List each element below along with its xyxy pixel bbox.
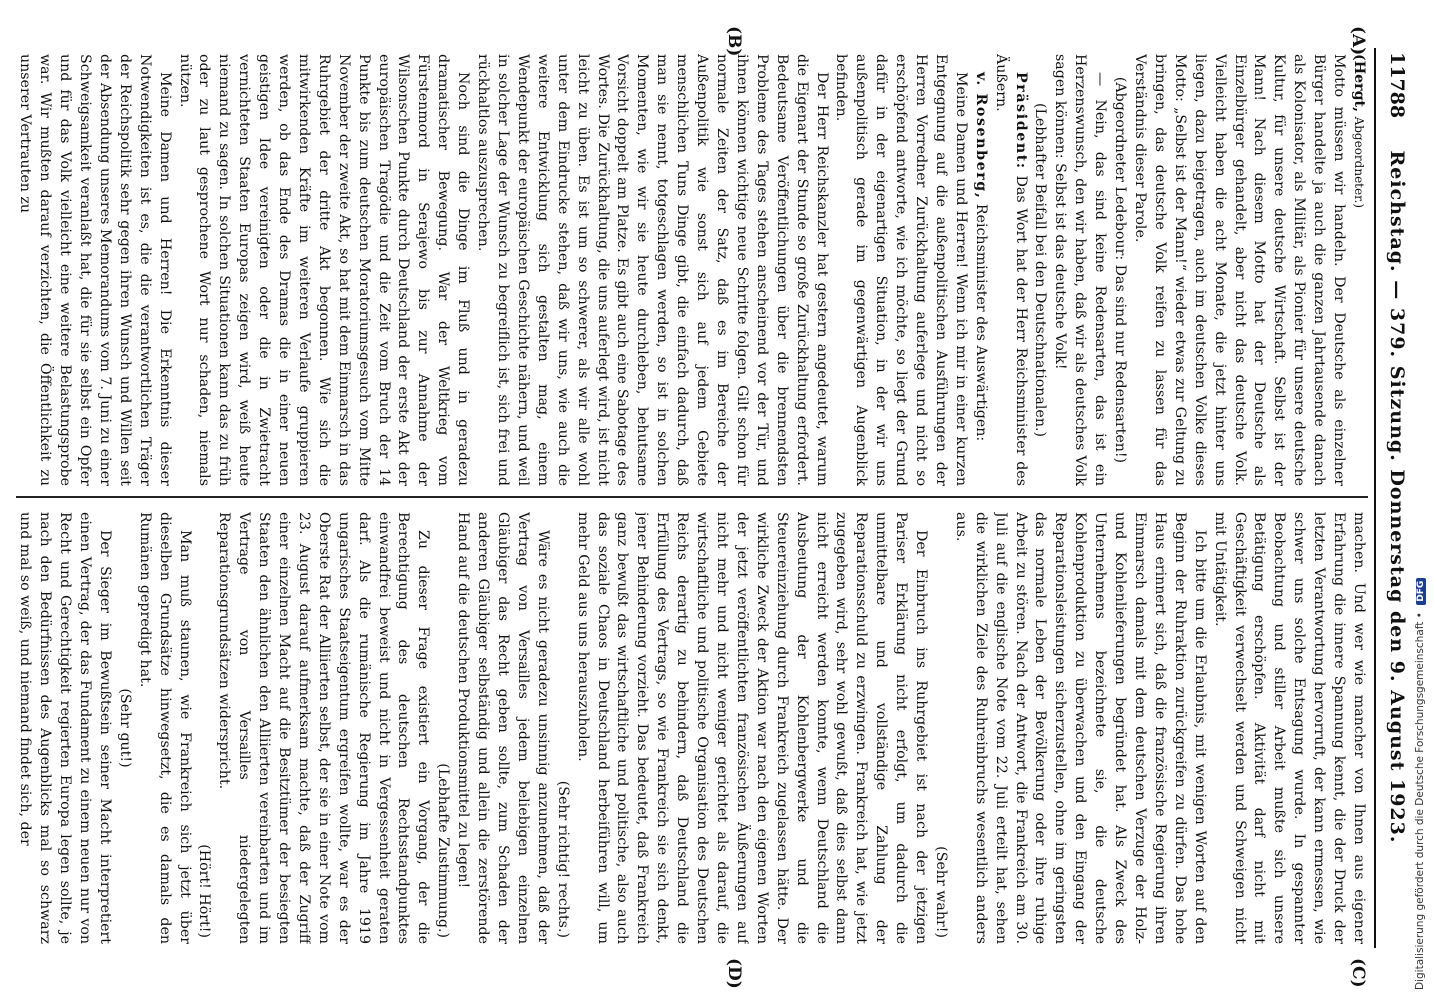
paragraph: Meine Damen und Herren! Die Erkenntnis dieser Notwendigkeiten ist es, die die verantwortlichen Träger der Reichspolitik sehr gegen ihren Wunsch und Willen seit der Absendung unseres Memorandums vom 7. Juni zu einer Schweigsamkeit veranlaßt hat, die für sie selbst ein Opfer und für das Volk vielleicht eine weitere Belastungsprobe war. Wir mußten darauf verzichten, die Öffentlichkeit zu unserer Vertrauten zu [17, 54, 173, 486]
speaker-role: Abgeordneter.) [1352, 116, 1366, 209]
interjection: (Lebhafter Beifall bei den Deutschnationalen.) [1032, 102, 1049, 438]
paragraph: Der Sieger im Bewußtsein seiner Macht interpretiert einen Vertrag, der das Fundament zu einem neuen nur von Recht und Gerechtigkeit regierten Europa legen sollte, je nach den Bedürfnissen des Augenblicks mal so schwarz und mal so weiß, und niemand findet sich, der [17, 512, 113, 944]
president-label: Präsident: [1012, 72, 1029, 170]
president-line [990, 54, 1030, 486]
speaker-line [1348, 54, 1368, 486]
interjection: (Sehr wahr!) [932, 846, 949, 938]
digitization-credit [1414, 578, 1426, 990]
credit-text: Digitalisierung gefördert durch die Deutsche Forschungsgemeinschaft • [1414, 612, 1426, 990]
paragraph: Ich bitte um die Erlaubnis, mit wenigen Worten auf den Beginn der Ruhraktion zurückgreifen zu dürfen. Das hohe Haus erinnert sich, daß die französische Regierung ihren Einmarsch damals mit dem deutschen Verzuge der Holz- und Kohlenlieferungen begründet hat. Als Zweck des Unternehmens bezeichnete sie, die deutsche Kohlenproduktion zu überwachen und den Eingang der Reparationsleistungen sicherzustellen, ohne im geringsten das normale Leben der Bevölkerung oder ihre ruhige Arbeit zu stören. Nach der Antwort, die Frankreich am 30. Juli auf die englische Note vom 22. Juli erteilt hat, sehen die wirklichen Ziele des Ruhreinbruchs wesentlich anders aus. [952, 512, 1208, 944]
paragraph: Motto müssen wir handeln. Der Deutsche als einzelner Bürger handelte ja auch die ganzen Jahrtausende danach als Kolonisator, als Militär, als Pionier für unsere deutsche Kultur, für unsere deutsche Wirtschaft. Selbst ist der Mann! Nach diesem Motto hat der Deutsche als Einzelbürger gehandelt, aber nicht das deutsche Volk. Vielleicht haben die acht Monate, die jetzt hinter uns liegen, dazu beigetragen, auch im deutschen Volke dieses Motto: „Selbst ist der Mann!“ wieder etwas zur Geltung zu bringen, das deutsche Volk reifen zu lassen für das Verständnis dieser Parole. [1132, 54, 1348, 486]
interjection: (Abgeordneter Ledebour: Das sind nur Redensarten!) [1112, 76, 1129, 464]
paragraph: machen. Und wer wie mancher von Ihnen aus eigener Erfahrung die innere Spannung kennt, die der Druck der letzten Verantwortung hervorruft, der kann ermessen, wie schwer uns solche Entsagung wurde. In gespannter Beobachtung und stiller Arbeit mußte sich unsere Betätigung erschöpfen. Aktivität darf nicht mit Geschäftigkeit verwechselt werden und Schweigen nicht mit Untätigkeit. [1211, 512, 1367, 944]
paragraph: Der Einbruch ins Ruhrgebiet ist nach der jetzigen Pariser Erklärung nicht erfolgt, um dadurch die unmittelbare und vollständige Zahlung der Reparationsschuld zu erzwingen. Frankreich hat, wie jetzt zugegeben wird, sehr wohl gewußt, daß dies selbst dann nicht erreicht werden konnte, wenn Deutschland die Ausbeutung der Kohlenbergwerke und die Steuereinziehung durch Frankreich zugelassen hätte. Der wirkliche Zweck der Aktion war nach den eigenen Worten der jetzt veröffentlichten französischen Äußerungen auf nicht mehr und nicht weniger gerichtet als darauf, die wirtschaftliche und politische Organisation des Deutschen Reichs derartig zu behindern, daß Deutschland die Erfüllung des Vertrags, so wie Frankreich sie sich denkt, jener Behinderung vorzieht. Das bedeutet, daß Frankreich ganz bewußt das wirtschaftliche und politische, also auch das soziale Chaos in Deutschland herbeiführen will, um mehr Geld aus uns herauszuholen. [574, 512, 930, 944]
page-number: 11788 [1386, 52, 1408, 119]
page-header [1378, 52, 1408, 942]
margin-letter-b: (B) [724, 26, 744, 57]
paragraph: — Nein, das sind keine Redensarten, das ist ein Herzenswunsch, den wir haben, daß wir als deutsches Volk sagen können: Selbst ist das deutsche Volk! [1052, 54, 1109, 486]
speaker-line [970, 54, 990, 486]
left-column [16, 54, 1368, 486]
interjection: (Sehr gut!) [116, 688, 133, 768]
margin-letter-c: (C) [1348, 958, 1368, 988]
interjection: (Lebhafte Zustimmung.) [435, 763, 452, 938]
paragraph: Zu dieser Frage existiert ein Vorgang, der die Berechtigung des deutschen Rechtsstandpunktes einwandfrei beweist und nicht in Vergessenheit geraten darf. Als die rumänische Regierung im Jahre 1919 ungarisches Staatseigentum ergreifen wollte, war es der Oberste Rat der Alliierten selbst, der sie in einer Note vom 23. August darauf aufmerksam machte, daß der Zugriff einer einzelnen Macht auf die Besitztümer der besiegten Staaten den ähnlichen den Alliierten vereinbarten und im Vertrage von Versailles niedergelegten Reparationsgrundsätzen widerspricht. [216, 512, 432, 944]
page-title: Reichstag. — 379. Sitzung. Donnerstag den 9. August 1923. [1386, 150, 1408, 844]
speaker-name: v. Rosenberg, [972, 72, 989, 200]
margin-letter-a: (A) [1348, 26, 1368, 56]
speaker-role: Reichsminister des Auswärtigen: [972, 203, 989, 442]
header-rule [1374, 48, 1376, 948]
paragraph: Man muß staunen, wie Frankreich sich jetzt über dieselben Grundsätze hinwegsetzt, die es damals den Rumänen gepredigt hat. [136, 512, 193, 944]
column-divider [16, 496, 1368, 498]
speaker-name: (Hergt, [1351, 54, 1367, 113]
president-text: Das Wort hat der Herr Reichsminister des Äußern. [992, 54, 1029, 486]
dfg-logo: DFG [1416, 578, 1426, 605]
right-column [16, 512, 1368, 944]
interjection: (Sehr richtig! rechts.) [554, 780, 571, 938]
margin-letter-d: (D) [724, 958, 744, 989]
paragraph: Noch sind die Dinge im Fluß und in geradezu dramatischer Bewegung. War der Weltkrieg vom Fürstenmord in Serajewo bis zur Annahme der Wilsonschen Punkte durch Deutschland der erste Akt der europäischen Tragödie und die Zeit vom Bruch der 14 Punkte bis zum deutschen Moratoriumsgesuch vom Mitte November der zweite Akt, so hat mit dem Einmarsch in das Ruhrgebiet der dritte Akt begonnen. Wie sich die mitwirkenden Kräfte im weiteren Verlaufe gruppieren werden, ob das Ende des Dramas die in einer neuen geistigen Idee vereinigten oder die in Zwietracht vernichteten Staaten Europas zeigen wird, weiß heute niemand zu sagen. In solchen Situationen kann das zu früh oder zu laut gesprochene Wort nur schaden, niemals nützen. [176, 54, 472, 486]
paragraph: Der Herr Reichskanzler hat gestern angedeutet, warum die Eigenart der Stunde so große Zurückhaltung erfordert. Bedeutsame Veröffentlichungen über die brennendsten Probleme des Tages stehen anscheinend vor der Tür, und ihnen können wichtige neue Schritte folgen. Gilt schon für normale Zeiten der Satz, daß es im Bereiche der Außenpolitik wie sonst sich auf jedem Gebiete menschlichen Tuns Dinge gibt, die einfach dadurch, daß man sie nennt, totgeschlagen werden, so ist in solchen Momenten, wie wir sie heute durchleben, behutsame Vorsicht doppelt am Platze. Es gibt auch eine Sabotage des Wortes. Die Zurückhaltung, die uns auferlegt wird, ist nicht leicht zu üben. Es ist um so schwerer, als wir alle wohl unter dem Eindrucke stehen, daß wir uns, wie auch die weitere Entwicklung sich gestalten mag, einem Wendepunkt der europäischen Geschichte nähern, und weil in solcher Lage der Wunsch zu begreiflich ist, sich frei und rückhaltlos auszusprechen. [475, 54, 830, 486]
paragraph: Meine Damen und Herren! Wenn ich mir in einer kurzen Entgegnung auf die außenpolitischen Ausführungen der Herren Vorredner Zurückhaltung auferlege und nicht so erschöpfend antworte, wie ich möchte, so liegt der Grund dafür in der eigenartigen Situation, in der wir uns außenpolitisch gerade im gegenwärtigen Augenblick befinden. [833, 54, 969, 486]
interjection: (Hört! Hört!) [196, 844, 213, 938]
paragraph: Wäre es nicht geradezu unsinnig anzunehmen, daß der Vertrag von Versailles jedem beliebigen einzelnen Gläubiger das Recht geben sollte, zum Schaden der anderen Gläubiger selbständig und allein die zerstörende Hand auf die deutschen Produktionsmittel zu legen! [455, 512, 551, 944]
